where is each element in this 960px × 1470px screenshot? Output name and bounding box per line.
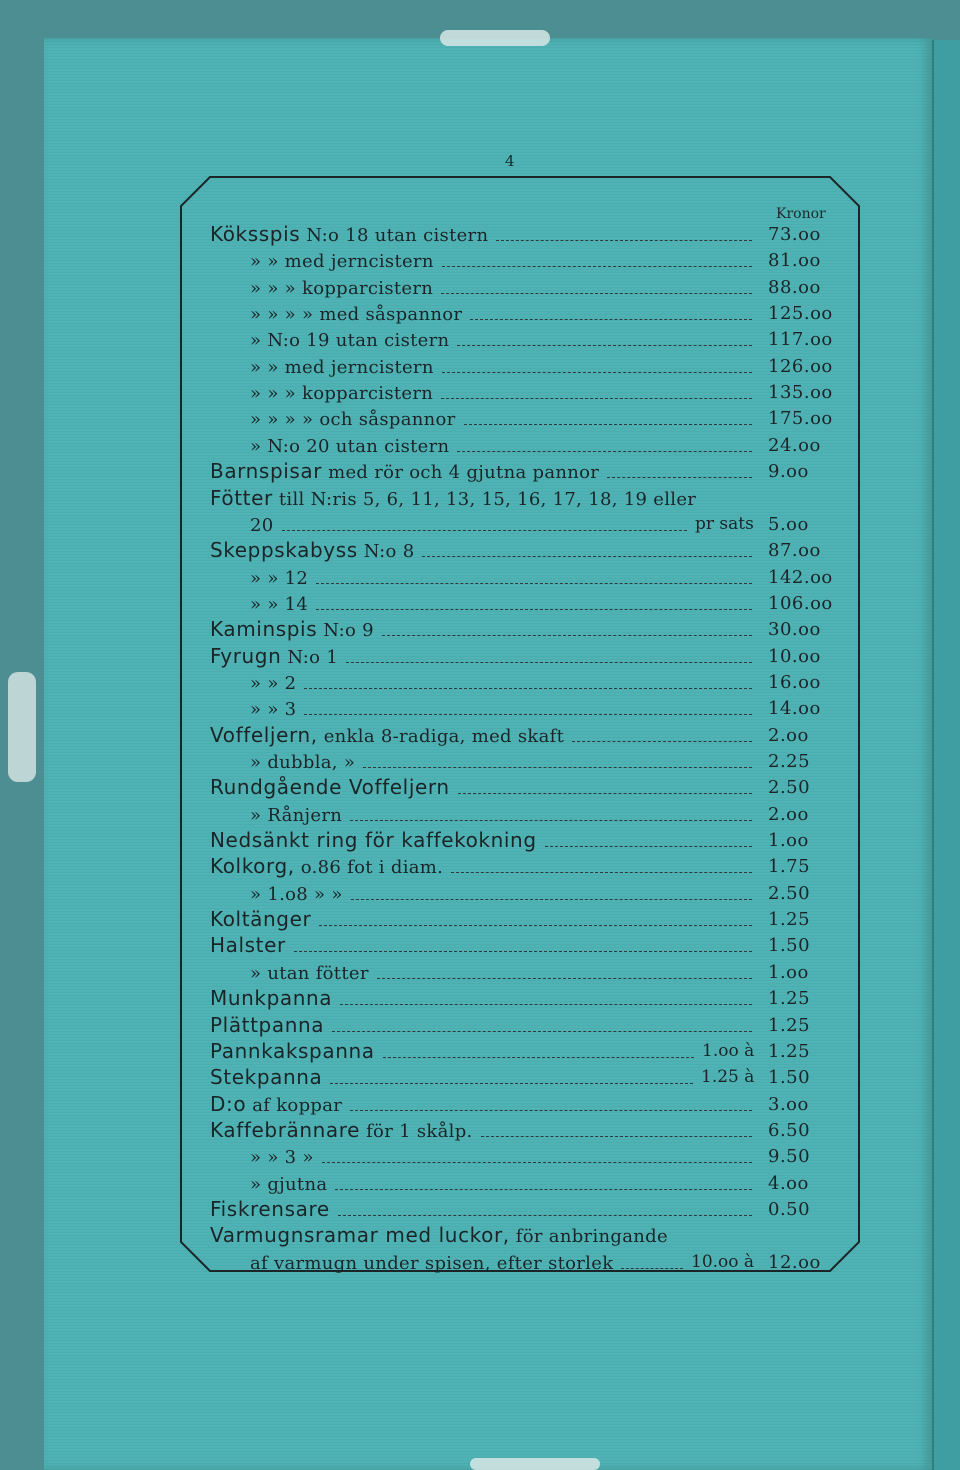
item-label — [210, 617, 374, 641]
item-label — [210, 1013, 324, 1037]
leader-dots — [441, 398, 752, 399]
item-name: Nedsänkt ring för kaffekokning — [210, 828, 537, 853]
item-label — [250, 1171, 327, 1195]
item-price: 1.50 — [768, 935, 811, 957]
item-label — [210, 644, 338, 668]
leader-dots — [572, 741, 752, 742]
item-name: Koltänger — [210, 907, 312, 932]
item-label — [250, 1144, 314, 1168]
item-description: af varmugn under spisen, efter storlek — [250, 1252, 614, 1274]
leader-dots — [304, 714, 752, 715]
item-name: Kaminspis — [210, 617, 318, 642]
item-name: Rundgående Voffeljern — [210, 775, 450, 800]
leader-dots — [607, 477, 752, 478]
leader-dots — [383, 1057, 694, 1058]
item-label — [210, 854, 443, 878]
item-description: enkla 8-radiga, med skaft — [317, 725, 565, 747]
leader-dots — [422, 556, 752, 557]
item-label — [250, 327, 449, 351]
item-description: N:o 8 — [357, 541, 415, 563]
leader-dots — [464, 424, 752, 425]
item-label — [210, 828, 537, 852]
item-label — [250, 960, 369, 984]
leader-dots — [330, 1083, 693, 1084]
item-name: Pannkakspanna — [210, 1038, 375, 1063]
item-price: 14.oo — [768, 698, 821, 720]
leader-dots — [457, 345, 752, 346]
item-description: » gjutna — [250, 1173, 328, 1195]
leader-dots — [282, 530, 687, 531]
leader-dots — [451, 872, 752, 873]
item-name: Stekpanna — [210, 1065, 323, 1090]
leader-dots — [377, 978, 752, 979]
price-row — [0, 1250, 960, 1280]
item-label — [250, 802, 342, 826]
item-price: 1.25 — [768, 1040, 811, 1062]
item-description: N:o 9 — [317, 620, 374, 642]
item-label — [250, 881, 343, 905]
item-name: Munkpanna — [210, 986, 333, 1011]
item-price: 16.oo — [768, 671, 821, 693]
item-price: 2.oo — [768, 724, 809, 746]
item-name: Kolkorg, — [210, 854, 295, 879]
mount-clip-bottom — [470, 1458, 600, 1470]
leader-dots — [335, 1189, 752, 1190]
leader-dots — [621, 1268, 683, 1269]
leader-dots — [382, 635, 752, 636]
item-description: N:o 18 utan cistern — [300, 225, 489, 246]
item-label — [250, 275, 433, 299]
item-description: för 1 skålp. — [360, 1120, 473, 1142]
item-description: » » 2 — [250, 672, 297, 694]
item-description: med rör och 4 gjutna pannor — [322, 462, 600, 484]
item-name: Fiskrensare — [210, 1196, 330, 1221]
item-price: 81.oo — [768, 250, 821, 272]
leader-dots — [442, 372, 752, 373]
item-price: 1.50 — [768, 1067, 811, 1089]
item-label — [250, 1250, 613, 1274]
leader-dots — [319, 925, 752, 926]
item-label — [250, 380, 433, 404]
item-label — [250, 406, 456, 430]
item-price: 125.oo — [768, 303, 833, 325]
item-price: 117.oo — [768, 329, 833, 351]
item-description: » Rånjern — [250, 804, 343, 826]
leader-dots — [351, 899, 752, 900]
item-name: Kaffebrännare — [210, 1117, 361, 1142]
item-name: Halster — [210, 933, 286, 958]
item-name: Voffeljern, — [210, 722, 318, 747]
item-name: Plättpanna — [210, 1012, 325, 1037]
leader-dots — [340, 1004, 752, 1005]
item-name: D:o — [210, 1091, 247, 1116]
item-description: » » 14 — [250, 593, 309, 615]
item-range-from: pr sats — [695, 513, 754, 534]
item-name: Varmugnsramar med luckor, — [210, 1223, 510, 1248]
item-price: 1.oo — [768, 961, 809, 983]
item-label — [210, 1065, 322, 1089]
leader-dots — [457, 451, 752, 452]
leader-dots — [346, 662, 752, 663]
item-label — [210, 775, 450, 799]
item-label — [250, 301, 462, 325]
item-range-from: 1.25 à — [701, 1067, 755, 1088]
leader-dots — [350, 1110, 752, 1111]
item-description: till N:ris 5, 6, 11, 13, 15, 16, 17, 18, 19 eller — [272, 488, 697, 510]
item-price: 9.50 — [768, 1146, 811, 1168]
item-label — [210, 222, 488, 246]
item-label — [250, 433, 449, 457]
item-description: » » 3 » — [250, 1147, 314, 1169]
item-price: 0.50 — [768, 1198, 811, 1220]
item-description: » utan fötter — [250, 962, 369, 984]
item-description: » » » kopparcistern — [250, 383, 434, 405]
item-label — [210, 1223, 668, 1247]
item-label — [210, 907, 311, 931]
leader-dots — [294, 951, 752, 952]
item-description: » N:o 19 utan cistern — [250, 330, 450, 352]
item-name: Fötter — [210, 485, 273, 510]
leader-dots — [316, 609, 752, 610]
leader-dots — [316, 583, 752, 584]
item-range-from: 10.oo à — [691, 1251, 755, 1272]
leader-dots — [545, 846, 752, 847]
item-price: 30.oo — [768, 619, 821, 641]
item-name: Köksspis — [210, 222, 301, 246]
item-price: 175.oo — [768, 408, 833, 430]
item-label — [250, 354, 434, 378]
item-price: 1.oo — [768, 830, 809, 852]
leader-dots — [442, 266, 752, 267]
leader-dots — [481, 1136, 752, 1137]
leader-dots — [322, 1162, 752, 1163]
item-label — [250, 670, 296, 694]
item-price: 1.25 — [768, 909, 811, 931]
item-description: N:o 1 — [281, 646, 339, 668]
column-header-kronor: Kronor — [776, 206, 826, 222]
item-name: Skeppskabyss — [210, 538, 358, 563]
item-price: 4.oo — [768, 1172, 809, 1194]
leader-dots — [304, 688, 752, 689]
leader-dots — [458, 793, 752, 794]
item-label — [210, 1197, 330, 1221]
item-price: 6.50 — [768, 1119, 811, 1141]
item-description: » » 3 — [250, 699, 297, 721]
item-label — [250, 591, 308, 615]
item-price: 1.25 — [768, 988, 811, 1010]
item-price: 10.oo — [768, 645, 821, 667]
item-price: 2.50 — [768, 777, 811, 799]
item-label — [250, 565, 308, 589]
item-description: » » » » och såspannor — [250, 409, 456, 431]
item-label — [210, 986, 332, 1010]
item-price: 9.oo — [768, 461, 809, 483]
item-price: 87.oo — [768, 540, 821, 562]
item-price: 12.oo — [768, 1251, 821, 1273]
item-label — [250, 248, 434, 272]
item-price: 1.25 — [768, 1014, 811, 1036]
item-description: » » med jerncistern — [250, 356, 434, 378]
item-description: af koppar — [246, 1094, 343, 1116]
item-description: för anbringande — [509, 1226, 668, 1248]
item-price: 73.oo — [768, 224, 821, 245]
item-price: 1.75 — [768, 856, 811, 878]
item-price: 5.oo — [768, 513, 809, 535]
item-label — [210, 1092, 342, 1116]
item-name: Fyrugn — [210, 643, 282, 668]
item-label — [210, 723, 564, 747]
leader-dots — [363, 767, 752, 768]
item-label — [210, 1118, 473, 1142]
item-price: 2.50 — [768, 882, 811, 904]
item-price: 106.oo — [768, 592, 833, 614]
item-label — [210, 538, 414, 562]
item-description: » » » kopparcistern — [250, 277, 434, 299]
item-description: » » 12 — [250, 567, 309, 589]
item-label — [250, 696, 296, 720]
item-label — [210, 486, 696, 510]
item-label — [210, 933, 286, 957]
item-price: 88.oo — [768, 276, 821, 298]
item-price: 135.oo — [768, 382, 833, 404]
page-number: 4 — [505, 152, 515, 170]
item-description: » » » » med såspannor — [250, 304, 463, 326]
item-range-from: 1.oo à — [702, 1040, 755, 1061]
leader-dots — [350, 820, 752, 821]
item-name: Barnspisar — [210, 459, 323, 484]
item-label — [210, 459, 599, 483]
item-price: 142.oo — [768, 566, 833, 588]
item-price: 2.25 — [768, 751, 811, 772]
leader-dots — [441, 293, 752, 294]
mount-clip-top — [440, 30, 550, 46]
item-label — [210, 1039, 375, 1063]
item-description: » » med jerncistern — [250, 251, 434, 273]
item-price: 2.oo — [768, 803, 809, 825]
leader-dots — [332, 1031, 752, 1032]
item-price: 126.oo — [768, 355, 833, 377]
item-description: o.86 fot i diam. — [294, 857, 444, 879]
leader-dots — [338, 1215, 752, 1216]
item-description: » N:o 20 utan cistern — [250, 435, 450, 457]
item-description: » dubbla, » — [250, 752, 356, 773]
item-label — [250, 512, 274, 536]
item-label — [250, 749, 355, 773]
leader-dots — [470, 319, 752, 320]
item-description: 20 — [250, 514, 274, 536]
item-price: 24.oo — [768, 434, 821, 456]
item-description: » 1.o8 » » — [250, 883, 343, 905]
leader-dots — [496, 240, 752, 241]
item-price: 3.oo — [768, 1093, 809, 1115]
